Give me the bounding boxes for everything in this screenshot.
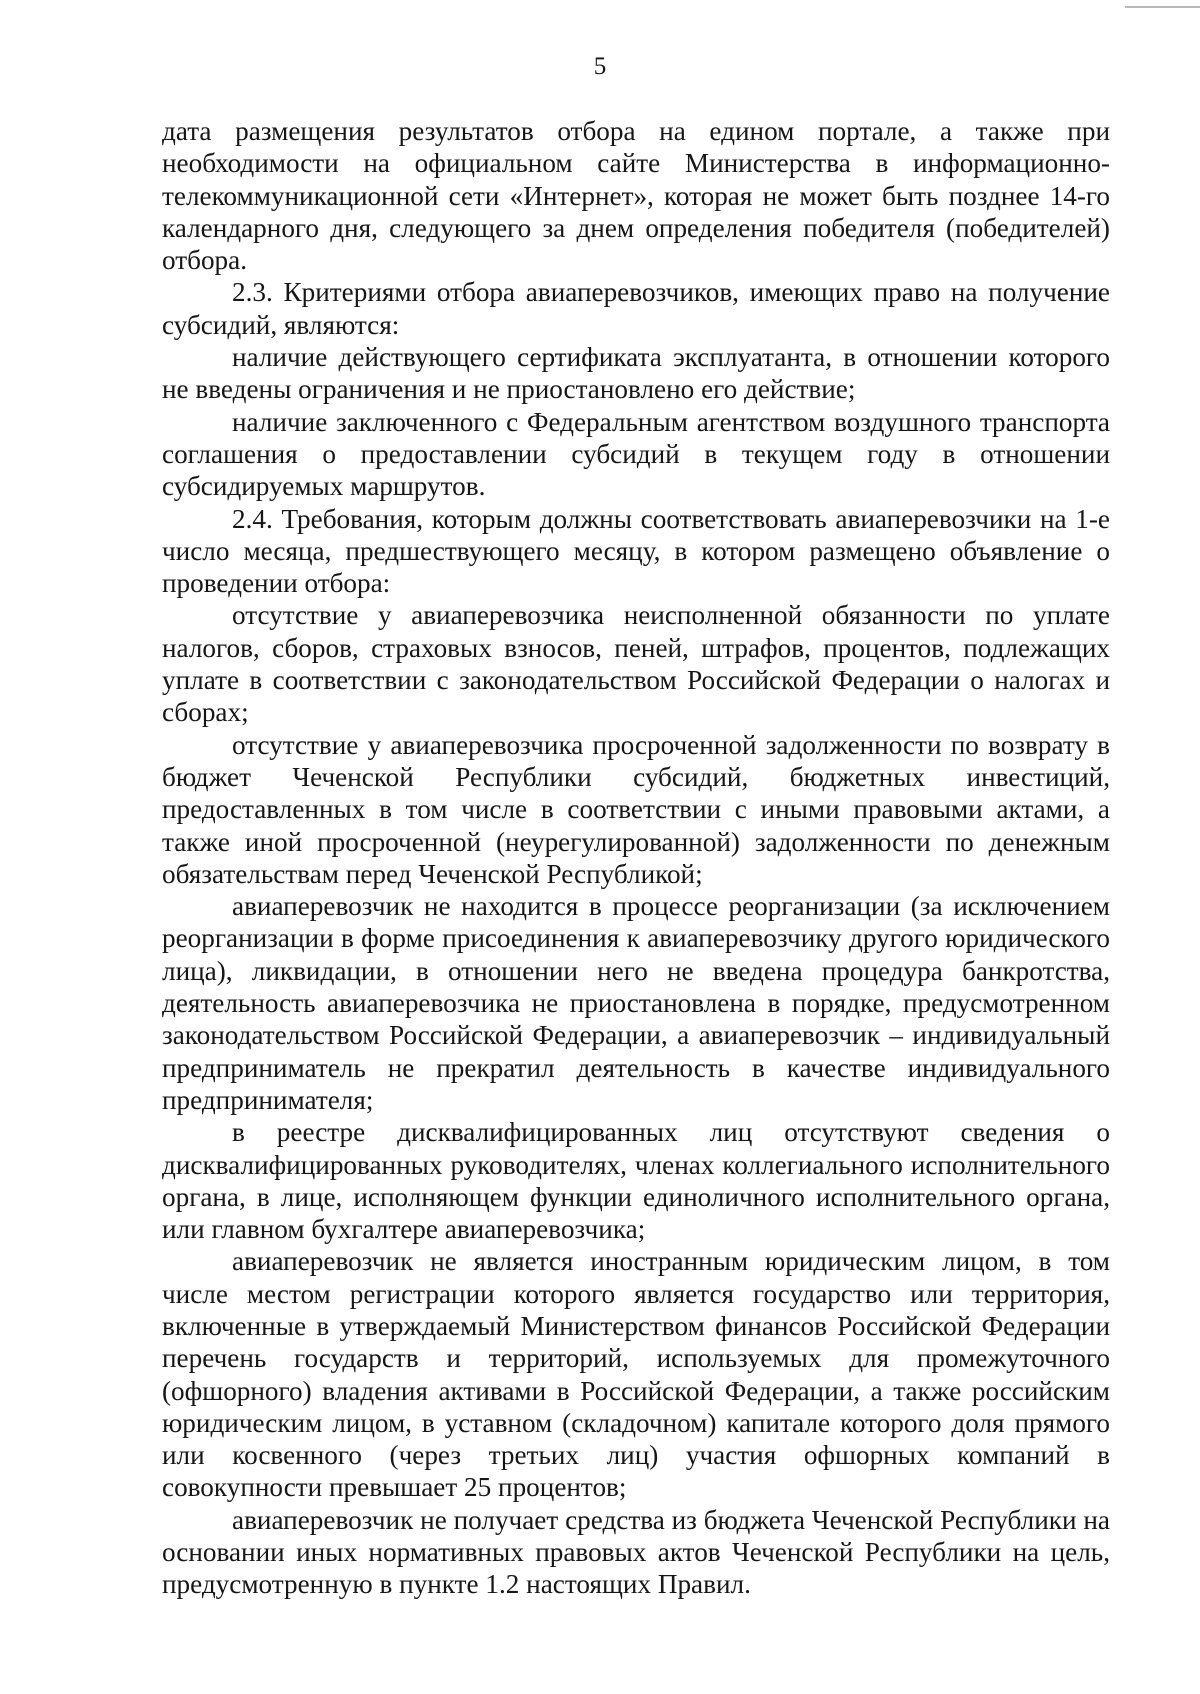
paragraph-operator-certificate: наличие действующего сертификата эксплуатанта, в отношении которого не введены ограничения и не приостановлено его действие; <box>162 342 1110 405</box>
paragraph-other-funding: авиаперевозчик не получает средства из бюджета Чеченской Республики на основании иных нормативных правовых актов Чеченской Республики на цель, предусмотренную в пункте 1.2 настоящих Правил. <box>162 1504 1110 1600</box>
document-body <box>162 115 1110 1601</box>
paragraph-foreign-entity: авиаперевозчик не является иностранным юридическим лицом, в том числе местом регистрации которого является государство или территория, включенные в утверждаемый Министерством финансов Российской Федерации перечень государств и территорий, используемых для промежуточного (офшорного) владения активами в Российской Федерации, а также российским юридическим лицом, в уставном (складочном) капитале которого доля прямого или косвенного (через третьих лиц) участия офшорных компаний в совокупности превышает 25 процентов; <box>162 1246 1110 1503</box>
paragraph-2-4-requirements: 2.4. Требования, которым должны соответствовать авиаперевозчики на 1-е число месяца, предшествующего месяцу, в котором размещено объявление о проведении отбора: <box>162 503 1110 599</box>
paragraph-overdue-debt: отсутствие у авиаперевозчика просроченной задолженности по возврату в бюджет Чеченской Республики субсидий, бюджетных инвестиций, предоставленных в том числе в соответствии с иными правовыми актами, а также иной просроченной (неурегулированной) задолженности по денежным обязательствам перед Чеченской Республикой; <box>162 729 1110 889</box>
paragraph-tax-obligations: отсутствие у авиаперевозчика неисполненной обязанности по уплате налогов, сборов, страховых взносов, пеней, штрафов, процентов, подлежащих уплате в соответствии с законодательством Российской Федерации о налогах и сборах; <box>162 600 1110 728</box>
paragraph-disqualified-persons: в реестре дисквалифицированных лиц отсутствуют сведения о дисквалифицированных руководителях, членах коллегиального исполнительного органа, в лице, исполняющем функции единоличного исполнительного органа, или главном бухгалтере авиаперевозчика; <box>162 1117 1110 1245</box>
page-number: 5 <box>593 53 607 80</box>
paragraph-2-3-criteria: 2.3. Критериями отбора авиаперевозчиков, имеющих право на получение субсидий, являются: <box>162 277 1110 340</box>
paragraph-reorganization: авиаперевозчик не находится в процессе реорганизации (за исключением реорганизации в форме присоединения к авиаперевозчику другого юридического лица), ликвидации, в отношении него не введена процедура банкротства, деятельность авиаперевозчика не приостановлена в порядке, предусмотренном законодательством Российской Федерации, а авиаперевозчик – индивидуальный предприниматель не прекратил деятельность в качестве индивидуального предпринимателя; <box>162 891 1110 1115</box>
paragraph-publication-date: дата размещения результатов отбора на едином портале, а также при необходимости на официальном сайте Министерства в информационно-телекоммуникационной сети «Интернет», которая не может быть позднее 14-го календарного дня, следующего за днем определения победителя (победителей) отбора. <box>162 116 1110 276</box>
scan-edge-line <box>1125 6 1200 8</box>
paragraph-agency-agreement: наличие заключенного с Федеральным агентством воздушного транспорта соглашения о предоставлении субсидий в текущем году в отношении субсидируемых маршрутов. <box>162 406 1110 502</box>
